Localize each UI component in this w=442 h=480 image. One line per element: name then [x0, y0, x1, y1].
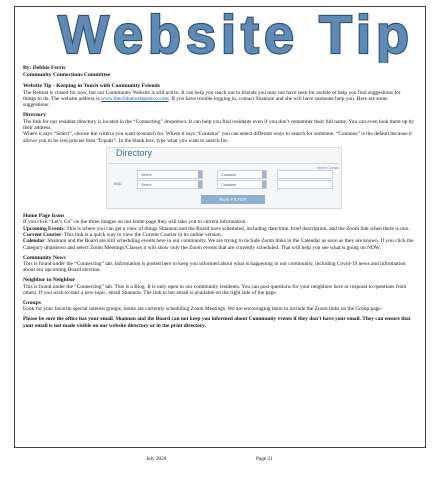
- intro-heading: Website Tip - Keeping in Touch with Community Friends: [23, 83, 160, 89]
- byline-committee: Community Connections Committee: [23, 71, 111, 78]
- website-link[interactable]: www.theclubatwestparkco.com: [101, 95, 169, 102]
- intro-text-2: . If you have trouble logging in, contact Shannon and she will have someone help you. Here are some suggestions.: [23, 95, 388, 109]
- website-tip-banner: [51, 7, 421, 63]
- directory-heading: Directory: [23, 112, 46, 119]
- article-body: [23, 83, 415, 329]
- directory-paragraph-2: Where it says “Select”, choose the criteria you want to search for. Where it says “Contains” you can select different ways to search for someone. “Contains” is the default because it allows you to be less precise than “Equals”. In the blank box, type what you want to search for.: [23, 131, 412, 144]
- groups-heading: Groups: [23, 299, 41, 306]
- operator-select-1-label: Contains: [221, 173, 236, 178]
- operator-select-2[interactable]: [217, 180, 267, 189]
- search-value-input-1[interactable]: [277, 170, 333, 179]
- intro-paragraph: [23, 90, 415, 109]
- homepage-heading: Home Page Icons: [23, 212, 65, 219]
- calendar-paragraph: [23, 238, 415, 251]
- search-value-input-2[interactable]: [277, 180, 333, 189]
- criteria-select-2-label: Select: [141, 183, 152, 188]
- criteria-select-1-label: Select: [141, 173, 152, 178]
- byline-author: By: Debbie Ferris: [23, 65, 66, 71]
- current-courier-label: Current Courier: [23, 231, 62, 238]
- chevron-down-icon: [262, 171, 266, 178]
- neighbor-heading: Neighbor to Neighbor: [23, 277, 76, 284]
- current-courier-text: : This link is a quick way to view the Current Courier in its online version.: [61, 231, 223, 238]
- footer-date: July 2020: [146, 456, 167, 462]
- banner-title: Website Tip: [57, 7, 415, 63]
- article-frame: [14, 6, 426, 448]
- operator-select-2-label: Contains: [221, 183, 236, 188]
- calendar-label: Calendar: [23, 238, 45, 245]
- criteria-select-2[interactable]: [137, 180, 203, 189]
- upcoming-events-text: : This is where you can get a view of things Shannon and the Board have scheduled, including date/time, brief description, and the Zoom link when there is one.: [63, 225, 410, 232]
- community-news-paragraph: This is found under the “Connecting” tab. Information is posted here to keep you informed about what is happening in our community, including Covid-19 news and information about our upcoming Board election.: [23, 261, 406, 274]
- footer-page-number: Page 21: [256, 456, 273, 462]
- chevron-down-icon: [198, 171, 202, 178]
- run-filter-button[interactable]: RUN FILTER: [201, 195, 265, 204]
- calendar-text: : Shannon and the Board are still scheduling events here in our community. We are trying to include Zoom links in the Calendar as soon as they are known. If you click the Category dropdown and select Zoom Meetings/Classes it will show only the Zoom events that are currently scheduled. That will help you see what is going on NOW.: [23, 238, 414, 251]
- community-news-heading: Community News: [23, 254, 66, 261]
- directory-paragraph-1: The link for our resident directory is located in the “Connecting” dropdown. It can help you find residents even if you don’t remember their full name. You can even look them up by their address.: [23, 118, 415, 131]
- neighbor-paragraph: This is found under the “Connecting” tab. This is a Blog. It is only open to our community residents. You can post questions for your neighbors here or respond to questions from others. If you wish to start a new topic, email Shannon. The link to her email is available on the right side of the page.: [23, 283, 407, 297]
- groups-paragraph: Look for your favorite special interest groups. Some are currently scheduling Zoom Meetings. We are encouraging them to include the Zoom links on the Group page.: [23, 306, 383, 313]
- chevron-down-icon: [262, 181, 266, 188]
- and-conjunction-select[interactable]: AND: [114, 182, 122, 187]
- chevron-down-icon: [198, 181, 202, 188]
- intro-text-1: The Retreat is closed for now, but our Community Website is still active. It can help you reach out to friends you may not have seen for awhile or help you find suggestions for things to do. The website address is: [23, 89, 401, 102]
- directory-widget-title: Directory: [116, 148, 153, 159]
- closing-notice: Please be sure the office has your email. Shannon and the Board can not keep you informed about Community events if they don’t have your email. They can ensure that your email is not made visible on our website directory or in the print directory.: [23, 316, 411, 329]
- directory-widget-screenshot: [106, 147, 342, 209]
- upcoming-events-label: Upcoming Events: [23, 225, 64, 232]
- byline: [23, 65, 110, 78]
- directory-help-link[interactable]: Home Compa: [316, 166, 339, 171]
- homepage-paragraph: If you click “Let’s Go” on the three images on our home page they will take you to current information.: [23, 219, 247, 226]
- criteria-select-1[interactable]: [137, 170, 203, 179]
- directory-widget-divider: [109, 163, 339, 164]
- operator-select-1[interactable]: [217, 170, 267, 179]
